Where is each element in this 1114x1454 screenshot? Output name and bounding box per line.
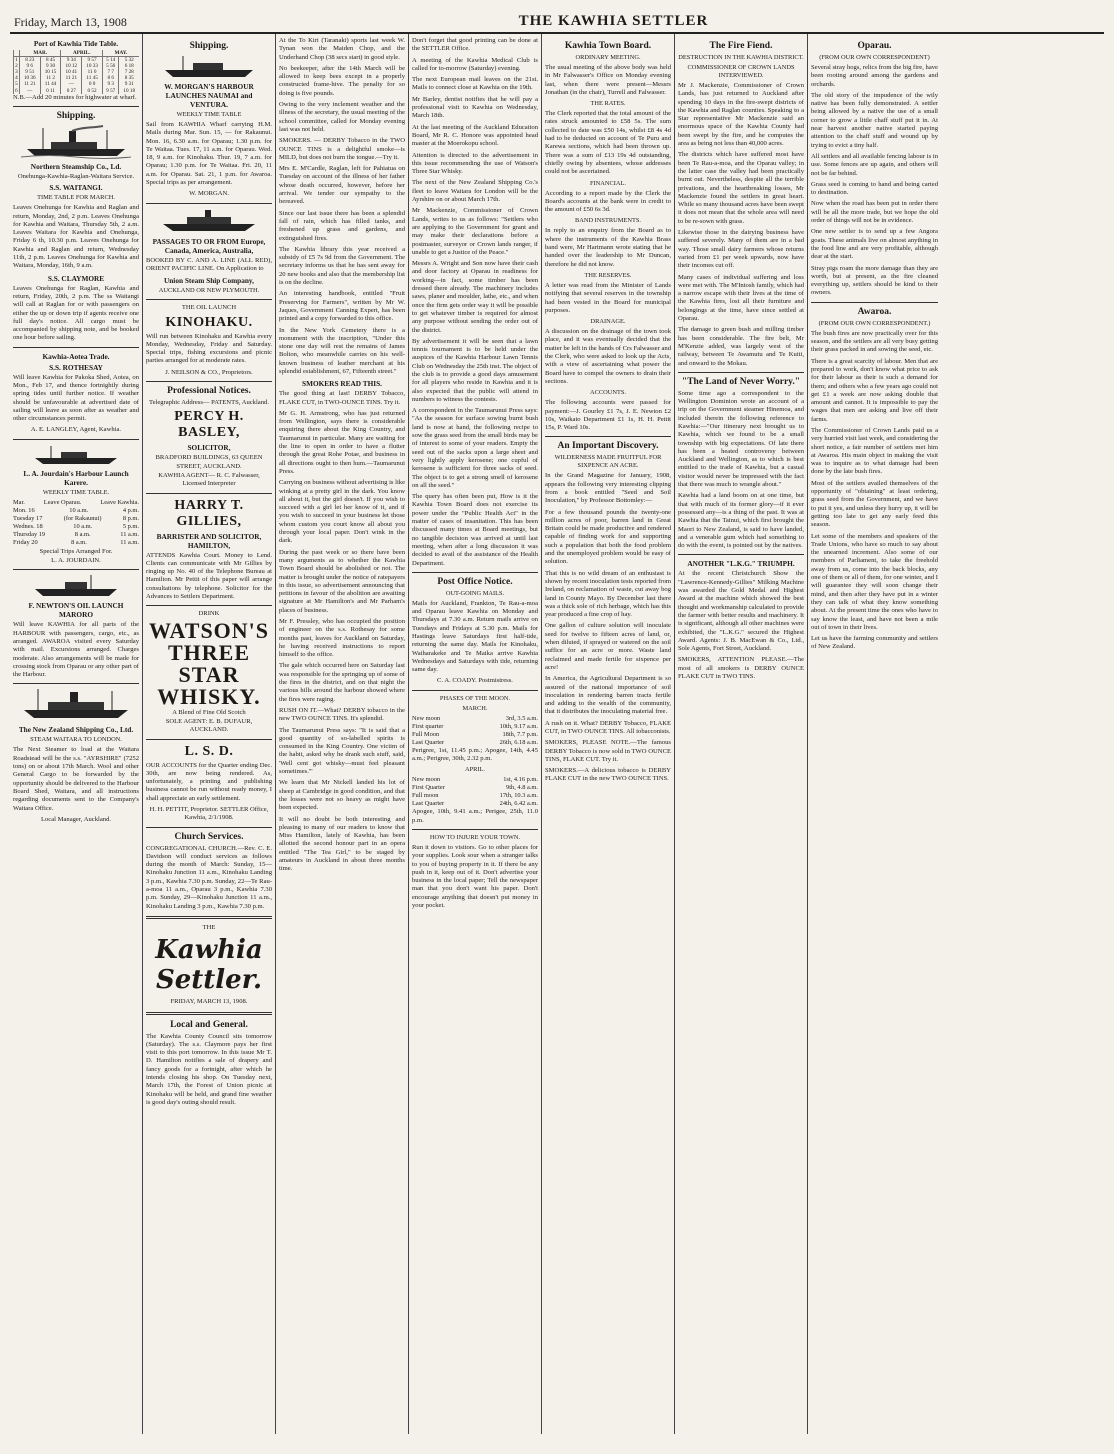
jourdain-sign: L. A. JOURDAIN. — [51, 557, 101, 565]
fire-subtitle: DESTRUCTION IN THE KAWHIA DISTRICT. — [678, 54, 804, 61]
tide-cell: 4 — [15, 75, 18, 82]
tide-cell: 8 6 — [102, 75, 119, 81]
issue-date: Friday, March 13, 1908 — [14, 15, 127, 29]
kinohaku-title: KINOHAKU. — [165, 314, 253, 330]
column-2 — [143, 34, 276, 1434]
moon-april-label: APRIL. — [464, 766, 486, 774]
professional-heading: Professional Notices. — [167, 386, 251, 397]
jourdain-note: Special Trips Arranged For. — [39, 547, 113, 555]
waitangi-subtitle: TIME TABLE FOR MARCH. — [37, 194, 115, 202]
nzs-text: The Next Steamer to load at the Waitara Roadstead will be the s.s. "AYRSHIRE" (7252 tons) on or about 17th March. Wool and other General Cargo to be forwarded by the opportunity should be delivered to the Harbour Board Shed, Waitara, and all instructions regarding documents sent to the Company's Waitara Office. — [13, 746, 139, 812]
union-steam-subtitle: AUCKLAND OR NEW PLYMOUTH. — [158, 287, 260, 295]
tide-cell: 6 18 — [119, 63, 139, 69]
column-1 — [10, 34, 143, 1434]
whisky-subtitle: A Blend of Fine Old Scotch — [172, 708, 246, 716]
paragraph: Likewise those in the dairying business have suffered severely. Many of them are in a bad way. Those small dairy farmers whose returns varied from £1 per week upwards, now have their incomes cut off. — [678, 229, 804, 270]
paper-logo: Kawhia Settler. — [155, 935, 263, 996]
paragraph: Carrying on business without advertising is like winking at a pretty girl in the dark. You know all about it, but the girl doesn't. If you wish to succeed with a girl let her know of it, and if you wish to succeed in your business let those whom custom you court know all about you through your local paper. Don't wink in the dark. — [279, 479, 406, 545]
paragraph: During the past week or so there have been many arguments as to whether the Kawhia Town Board should be abolished or not. The matter is brought under the notice of ratepayers in this issue, so advertisement announcing that petitions in favour of the abolition are awaiting signature at Mr Hamilton's and Mr Parham's places of business. — [279, 548, 405, 614]
newspaper-page — [10, 8, 1104, 1438]
jourdain-row-cell: Leave Kawhia. — [100, 498, 139, 506]
subheading: THE RATES. — [590, 100, 626, 108]
paragraph: In the Grand Magazine for January, 1908, appears the following very interesting clipping from a book entitled "Seed and Soil Inoculation," by Professor Bottomley:— — [545, 472, 671, 505]
paragraph: We learn that Mr Nickell landed his lot of sheep at Cambridge in good condition, and that the losses were not so heavy as might have been expected. — [279, 779, 405, 812]
shipping-heading: Shipping. — [56, 110, 96, 121]
gillies-text: ATTENDS Kawhia Court. Money to Lend. Clients can communicate with Mr Gillies by ringing up No. 40 of the Telephone Bureau at Hamilton. Mr Pettit of this paper will arrange consultations by telephone. Solicitor for the Advances to Settlers Department. — [146, 551, 272, 601]
local-general-text: The Kawhia County Council sits tomorrow (Saturday). The s.s. Claymore pays her first visit to this port tomorrow. In this issue Mr T. D. Hamilton notifies a sale of drapery and fancy goods for a fortnight, after which he intends closing his shop. On Tuesday next, March 17th, the Forest of Union picnic at Kinohaku will be held, and grand fine weather is good day's outing should result. — [146, 1032, 272, 1106]
paragraph: At the last meeting of the Auckland Education Board, Mr R. C. Honore was appointed head master at the Moerokopu school. — [412, 123, 538, 148]
paragraph: The usual meeting of the above body was held in Mr Falwasser's Office on Monday evening last, when there were present—Messrs Jonathan (in the chair), Turrell and Falwasser. — [545, 64, 671, 96]
column-3 — [276, 34, 409, 1434]
paragraph: The Commissioner of Crown Lands paid us a very hurried visit last week, and considering the short notice, a fair number of settlers met him at Awaroa. His main object in making the visit was to inquire as to what damage had been done by the late bush fires. — [811, 426, 938, 476]
jourdain-row-cell: 8 a.m. — [71, 538, 87, 546]
tide-cell: — — [61, 81, 82, 87]
derby-ad: SMOKERS, ATTENTION PLEASE.—The most of all smokers is DERBY OUNCE FLAKE CUT in TWO TINS. — [678, 656, 804, 680]
paragraph: The Taumarunui Press says: "It is said that a good quantity of so-labelled spirits is consumed in the King Country. One victim of the habit, asked why he drank such stuff, said, 'Well cent got whisky—must feel pleasant sometimes.'" — [279, 726, 405, 776]
whisky-agent: SOLE AGENT: E. B. DUFAUR, AUCKLAND. — [165, 717, 253, 734]
jourdain-row-cell: Friday 20 — [13, 538, 38, 546]
tide-cell: 10 18 — [119, 88, 139, 94]
jourdain-row-cell: Thursday 19 — [13, 530, 46, 538]
tide-cell: 0 52 — [82, 88, 103, 94]
tide-cell: 11 2 — [40, 75, 61, 81]
nsc-title: Northern Steamship Co., Ld. — [30, 161, 122, 171]
never-worry-heading: "The Land of Never Worry." — [681, 376, 801, 387]
derby-ad: RUSH ON IT.—What? DERBY tobacco in the new TWO OUNCE TINS. It's splendid. — [279, 706, 405, 723]
town-board-heading: Kawhia Town Board. — [564, 41, 652, 51]
jourdain-row-cell: 4 p.m. — [122, 506, 139, 514]
fire-subtitle-2: COMMISSIONER OF CROWN LANDS INTERVIEWED. — [687, 64, 795, 79]
tide-cell: 7 28 — [119, 69, 139, 75]
nzs-sign: Local Manager, Auckland. — [40, 815, 112, 823]
paragraph: Attention is directed to the advertisement in this issue recommending the use of Watson's Three Star Whisky. — [412, 151, 538, 176]
awaroa-heading: Awaroa. — [857, 306, 892, 317]
whisky-brand-line3: WHISKY. — [157, 683, 261, 709]
paragraph: Let some of the members and speakers of the Trade Unions, who have so much to say about the unearned increment. Also some of our members of Parliament, to take the freehold away from us, come into the back blocks, any one of them or all of them, for one winter, and I will guarantee they will soon change their mind, and then after they have put in a winter they can talk of what they know something about. At the present time the ones who have to say know the least, and have not been a mile out of town in their lives. — [811, 532, 938, 631]
kawhia-aotea-title: Kawhia-Aotea Trade. — [42, 351, 110, 361]
paragraph: Stray pigs roam the more damage than they are worth, but at present, as the fire cleaned everything up, settlers should be kind to their owners. — [811, 264, 938, 297]
gillies-title: BARRISTER AND SOLICITOR, HAMILTON, — [156, 531, 262, 550]
moon-row — [412, 792, 538, 800]
paragraph: Don't forget that good printing can be done at the SETTLER Office. — [412, 37, 538, 53]
tide-month-header: APRIL. — [61, 50, 103, 57]
moon-row — [412, 731, 538, 739]
moon-row-cell: New moon — [412, 714, 441, 722]
post-office-heading: Post Office Notice. — [437, 576, 513, 587]
jourdain-row-cell: Leave Oparau. — [43, 498, 82, 506]
jourdain-row-cell: (for Rakaunui) — [63, 514, 102, 522]
tide-cell: 9 57 — [82, 57, 103, 64]
paragraph: The Clerk reported that the total amount of the rates struck amounted to £58 5s. The sum collected to date was £50 14s, whilst £8 4s 4d had to be deducted on account of Te Puru and Karewa sections, which had been thrown up. There was a sum of £13 19s 4d outstanding, chiefly owing by absentees, whose addresses could not be ascertained. — [545, 110, 671, 176]
rothesay-text: Will leave Kawhia for Pakoka Shed, Aotea, on Mon., Feb 17, and thence fortnightly during spring tides until further notice. If weather should be unfavourable at advertised date of sailing will leave as soon after as weather and other circumstances permit. — [13, 373, 139, 423]
paragraph: Mr Mackenzie, Commissioner of Crown Lands, writes to us as follows: "Settlers who are applying to the Government for grant and may make their declarations before a postmaster, surveyor or Crown lands ranger, if unable to get a Justice of the Peace." — [412, 207, 538, 256]
moon-row — [412, 715, 538, 723]
injure-heading: HOW TO INJURE YOUR TOWN. — [429, 833, 521, 841]
tide-cell: — — [19, 88, 40, 94]
derby-ad: SMOKERS, PLEASE NOTE.—The famous DERBY Tobacco is now sold in TWO OUNCE TINS, FLAKE CUT. Try it. — [545, 739, 671, 763]
tide-cell: 9 3 — [102, 81, 119, 87]
paragraph: The query has often been put, How is it the Kawhia Town Board does not exercise its power under the "Public Health Act" in the matter of cases of insanitation. This has been discussed many times at Board meetings, but no tangible decision was arrived at until last meeting, when after a long discussion it was decided to avail of the assistance of the Health Department. — [412, 493, 538, 567]
tide-cell: 10 33 — [82, 63, 103, 69]
jourdain-row — [13, 507, 139, 515]
tide-cell: 5 — [15, 81, 18, 88]
tide-cell: 0 11 — [40, 88, 61, 94]
tide-cell: 10 41 — [61, 69, 82, 75]
paragraph: The following accounts were passed for payment:—J. Gourley £1 7s, J. E. Newton £2 10s, Waikato Department £1 1s, H. H. Pettit 15s, P. Ward 10s. — [545, 399, 671, 432]
passages-text: BOOKED BY C. AND A. LINE (ALL RED), ORIENT PACIFIC LINE. On Application to — [146, 256, 272, 272]
moon-row — [412, 739, 538, 747]
masthead — [10, 8, 1104, 34]
nzs-subtitle: STEAM WAITARA TO LONDON. — [30, 736, 122, 744]
basley-name: PERCY H. BASLEY, — [174, 409, 244, 441]
steamship-icon — [159, 208, 259, 234]
paragraph: At the To Kiri (Taranaki) sports last week W. Tynan won the Maiden Chop, and the Underhand Chop (38 secs start) in good style. — [279, 37, 405, 61]
correspondent-label: (FROM OUR OWN CORRESPONDENT) — [819, 54, 930, 61]
jourdain-row-cell: Mar. — [13, 498, 25, 506]
tide-cell: 0 27 — [61, 88, 82, 94]
tide-cell: 5 56 — [102, 63, 119, 69]
tide-cell: 6 — [15, 87, 18, 94]
paper-title: THE KAWHIA SETTLER — [518, 13, 709, 29]
waitangi-timetable: Leaves Onehunga for Kawhia and Raglan and return, Monday, 2nd, 2 p.m. Leaves Onehunga for Kawhia and Waitara, Thursday 5th, 2 a.m. Leaves Waitara for Kawhia and Onehunga, Friday 6 th, 10.30 p.m. Leaves Onehunga for Kawhia and Raglan and return, Wednesday 11th, 2 p.m. Leaves Onehunga for Kawhia and Waitara, Monday, 16th, 9 a.m. — [13, 204, 139, 270]
moon-row-cell: 10th, 9.17 a.m. — [499, 722, 538, 730]
jourdain-row-cell: 10 a.m. — [73, 522, 93, 530]
jourdain-row-cell: 11 a.m. — [120, 530, 139, 538]
jourdain-row-cell: 8 a.m. — [74, 530, 91, 538]
lsd-text: OUR ACCOUNTS for the Quarter ending Dec. 30th, are now being rendered. As, unfortunately, a printing and publishing business cannot be run without ready money, I shall appreciate an early settlement. — [146, 761, 272, 802]
paragraph: The gale which occurred here on Saturday last was responsible for the springing up of some of the fires in the district, and on that night the various hills around the harbour showed where the fires were raging. — [279, 662, 405, 703]
morgan-title: W. MORGAN'S HARBOUR LAUNCHES NAUMAI and VENTURA. — [164, 82, 254, 109]
telegraphic-address: Telegraphic Address— PATENTS, Auckland. — [149, 399, 269, 407]
subheading: THE RESERVES. — [584, 271, 632, 279]
kinohaku-text: Will run between Kinohaku and Kawhia every Monday, Wednesday, Friday and Saturday. Special trips, fishing excursions and picnic parties arranged for at moderate rates. — [146, 332, 272, 365]
lsd-sign: H. H. PETTIT, Proprietor. SETTLER Office, Kawhia, 2/1/1908. — [149, 805, 269, 822]
paragraph: Most of the settlers availed themselves of the opportunity of "obtaining" at least ordering, grass seed from the Government, and we have to put it yes, and unless they hurry up, it will be getting too late to get any early feed this season. — [811, 479, 938, 529]
tide-cell: 7 7 — [102, 69, 119, 75]
tide-cell: 5 32 — [119, 57, 139, 64]
jourdain-row-cell: 10 a.m. — [69, 506, 89, 514]
column-7 — [808, 34, 941, 1434]
moon-row-cell: New moon — [412, 776, 441, 784]
moon-row-cell: First quarter — [412, 722, 444, 730]
moon-row-cell: 3rd, 3.5 a.m. — [505, 714, 538, 722]
tide-cell: 11 21 — [19, 81, 40, 87]
launch-icon — [31, 444, 121, 466]
moon-april-note: Apogee, 10th, 9.41 a.m.; Perigee, 25th, 11.0 p.m. — [412, 808, 538, 824]
post-office-subtitle: OUT-GOING MAILS. — [445, 589, 505, 597]
moon-march-label: MARCH. — [462, 704, 488, 712]
moon-row-cell: 24th, 6.42 a.m. — [499, 800, 538, 808]
paragraph: The Kawhia library this year received a subsidy of £5 7s 9d from the Government. The secretary informs us that he has sent away for 20 new books and also that the membership list is on the decline. — [279, 245, 405, 287]
paragraph: Messrs A. Wright and Son now have their cash and door factory at Oparau in readiness for working—in fact, some timber has been dressed there already. The machinery includes saws, planer and moulder, lathe, etc., and when once the firm gets order way it will be possible to get whatever timber is required for almost any purpose without sending the order out of the district. — [412, 260, 538, 334]
paragraph: The next European mail leaves on the 21st. Mails to connect close at Kawhia on the 19th. — [412, 76, 538, 92]
paragraph: Some time ago a correspondent to the Wellington Dominion wrote an account of a trip on the Government steamer Hinemoa, and included therein the following reference to Kawhia:—"Our itinerary next brought us to Kawhia, which we found to be a small township with big expectations. Of late there has been a heated controversy between Auckland and Wellington, as to which is best entitled to the trade of Kawhia, but a casual visitor would never be impressed with the fact that there was much to wrangle about." — [678, 389, 804, 489]
paragraph: No beekeeper, after the 14th March will be allowed to keep bees except in a properly constructed frame-hive. The penalty for so doing is five pounds. — [279, 64, 405, 97]
paragraph: The old story of the impudence of the wily native has been fully demonstrated. A settler being allowed by a native the use of a small corner to grow a little chaff stuff put it in. At near harvest another native started paying attention to the chaff stuff and wound up by trying to evict a tiny half. — [811, 91, 938, 149]
jourdain-subtitle: WEEKLY TIME TABLE. — [42, 488, 110, 496]
tide-cell: 10 36 — [19, 75, 40, 81]
drink-label: DRINK — [198, 610, 220, 618]
moon-april-list — [412, 776, 538, 808]
kinohaku-sign: J. NEILSON & CO., Proprietors. — [165, 368, 253, 376]
church-heading: Church Services. — [174, 831, 244, 842]
paragraph: The damage to green bush and milling timber has been considerable. The fire belt, Mr M'Kenzie added, was largely west of the railway, between Te Awamutu and Te Kuiti, and onward to the Mokau. — [678, 326, 804, 367]
morgan-sign: W. MORGAN. — [189, 190, 229, 198]
paragraph: The bush fires are now practically over for this season, and the settlers are all very busy getting their grass packed in and sowing the seed, etc. — [811, 329, 938, 354]
basley-title: SOLICITOR, — [187, 443, 231, 453]
column-6 — [675, 34, 808, 1434]
passages-title: PASSAGES TO OR FROM Europe, Canada, America, Australia, — [152, 236, 266, 255]
paragraph: A discussion on the drainage of the town took place, and it was eventually decided that the matter be left in the hands of Crs Falwasser and the Clerk, who were asked to look up the Acts, with a view of ascertaining what power the Board have to compel the owners to drain their sections. — [545, 328, 671, 385]
union-steam-title: Union Steam Ship Company, — [163, 276, 255, 286]
tide-cell: 9 57 — [102, 88, 119, 94]
tide-month-header: MAR. — [19, 50, 61, 57]
paragraph: Now when the road has been put in order there will be all the more trade, but we hope the old order of things will not be in evidence. — [811, 200, 938, 225]
steamship-icon — [20, 688, 132, 722]
jourdain-row-cell: 11 a.m. — [120, 538, 139, 546]
derby-ad: A rush on it. What? DERBY Tobacco, FLAKE CUT, in TWO OUNCE TINS. All tobacconists. — [545, 719, 671, 735]
moon-row-cell: Full moon — [412, 792, 439, 800]
moon-row-cell: Full Moon — [412, 730, 440, 738]
tide-cell: 8 45 — [40, 57, 61, 64]
waitangi-title: S.S. WAITANGI. — [49, 183, 103, 193]
paragraph: An interesting handbook, entitled "Fruit Preserving for Farmers", written by Mr W. Jaques, Government Canning Expert, has been printed and a copy forwarded to this office. — [279, 290, 405, 323]
nsc-route: Onehunga-Kawhia-Raglan-Waitara Service. — [17, 172, 135, 180]
lsd-title: L. S. D. — [184, 743, 234, 759]
moon-march-list — [412, 715, 538, 747]
tide-cell: 8 35 — [119, 75, 139, 81]
paragraph: There is a great scarcity of labour. Men that are prepared to work, don't know what price to ask for their labour as their is such a demand for them; and others who a few years ago could not get £1 a week are now asking double that amount and cannot. It is impossible to pay the wages that men are asking and live off their farms. — [811, 357, 938, 423]
paragraph: In America, the Agricultural Department is so assured of the national importance of soil inoculation in rendering barren tracts fertile and adding to the wealth of the community, that it distributes the inoculating material free. — [545, 675, 671, 716]
paragraph: A meeting of the Kawhia Medical Club is called for to-morrow (Saturday) evening. — [412, 56, 538, 72]
steamship-icon — [21, 125, 131, 159]
claymore-title: S.S. CLAYMORE — [47, 273, 105, 283]
town-board-subtitle: ORDINARY MEETING. — [575, 54, 641, 61]
paragraph: Grass seed is coming to hand and being carted to destination. — [811, 180, 938, 197]
paragraph: Many cases of individual suffering and loss were met with. The M'Intosh family, which had a narrow escape with their lives at the time of the Kawhia fires, lost all their furniture and belongings at the time, have since settled at Oparau. — [678, 273, 804, 323]
jourdain-row — [13, 523, 139, 531]
columns — [10, 34, 1104, 1434]
paragraph: One gallon of culture solution will inoculate seed for twelve to fifteen acres of land, or, when diluted, if sprayed or watered on the soil suffice for an acre or more. Waste land reclaimed and made fertile for sixpence per acre! — [545, 622, 671, 671]
paragraph: One new settler is to send up a few Angora goats. These animals live on almost anything in the food line and are very profitable, although dear at the start. — [811, 228, 938, 261]
moon-phases-heading: PHASES OF THE MOON. — [439, 694, 511, 702]
launch-icon — [161, 55, 257, 79]
column-5 — [542, 34, 675, 1434]
jourdain-row-cell: Mon. 16 — [13, 506, 35, 514]
newton-title: F. NEWTON'S OIL LAUNCH MARORO — [28, 601, 124, 620]
tide-cell: 11 21 — [61, 75, 82, 81]
paragraph: Mr G. H. Armstrong, who has just returned from Wellington, says there is considerable enquiring there about the King Country, and Taumarunui in particular. Many are waiting for the line to open in order to have a flutter through the great Rohe Potae, and business in all directions ought to then hum.—Taumarunui Press. — [279, 409, 405, 475]
subheading: BAND INSTRUMENTS. — [574, 217, 642, 225]
jourdain-row-cell: 5 p.m. — [122, 522, 139, 530]
jourdain-row — [13, 515, 139, 523]
moon-row — [412, 776, 538, 784]
paragraph: Mr Barley, dentist notifies that he will pay a professional visit to Kawhia on Wednesday, March 18th. — [412, 95, 538, 120]
tide-month-header: MAY. — [102, 50, 139, 57]
paragraph: Kawhia had a land boom on at one time, but that with much of its former glory—if it ever possessed any—is a thing of the past. It was at Kawhia that the Tainui, which first brought the Maori to New Zealand, is said to have landed, and a venerable gum which had something to do with the event, is pointed out by the natives. — [678, 492, 804, 550]
paragraph: In reply to an enquiry from the Board as to where the instruments of the Kawhia Brass band were, Mr Hartmann wrote stating that he handed over the leadership to Mr Duncan, therefore he did not know. — [545, 227, 671, 268]
tide-cell: 9 31 — [119, 81, 139, 87]
local-general-heading: Local and General. — [170, 1019, 248, 1030]
moon-row-cell: 26th, 6.18 a.m. — [499, 738, 538, 746]
rothesay-title: S.S. ROTHESAY — [49, 362, 103, 372]
tide-cell: 11 44 — [40, 81, 61, 87]
moon-march-note: Perigree, 1st, 11.45 p.m.; Apogee, 14th, 4.45 a.m.; Perigree, 30th, 2.32 p.m. — [412, 746, 538, 763]
fire-heading: The Fire Fiend. — [709, 41, 773, 51]
tide-row — [14, 57, 140, 64]
derby-ad: SMOKERS. — DERBY Tobacco in the TWO OUNCE TINS is a delightful smoke—is MILD, but does not burn the tongue.—Try it. — [279, 137, 405, 161]
paragraph: By advertisement it will be seen that a lawn tennis tournament is to be held under the auspices of the Kawhia Harbour Lawn Tennis Club on Wednesday the 25th inst. The object of the club is to provide a good days amusement for all players who reside in Kawhia and it is also expected that the public will attend in numbers to witness the contests. — [412, 337, 538, 403]
paragraph: It will no doubt be both interesting and pleasing to many of our readers to know that Miss Hamilton, lately of Kawhia, has been allotted the second honour part in an opera entitled "The Tea Girl," to be staged by amateurs in Auckland in about three months time. — [279, 815, 405, 873]
logo-date: FRIDAY, MARCH 13, 1908. — [170, 998, 248, 1006]
newton-text: Will leave KAWHIA for all parts of the HARBOUR with passengers, cargo, etc., as arranged. AWAROA visited every Saturday with mail. Excursions arranged. Charges moderate. Also arrangements will be made for crossing stock from Oparau or any other part of the Harbour. — [13, 621, 139, 679]
moon-row-cell: Last Quarter — [412, 738, 445, 746]
paragraph: Mrs E. M'Cardle, Raglan, left for Pahiatua on Tuesday on account of the illness of her father whose death occurred, however, before her arrival. We tender our sympathy to the bereaved. — [279, 165, 405, 206]
paragraph: For a few thousand pounds the twenty-one million acres of poor, barren land in Great Britain could be made productive and rendered capable of finding work for and supporting such a population that both the food problem and the unemployed problem would be easy of solution. — [545, 508, 671, 566]
tide-cell: 9 30 — [40, 63, 61, 69]
gillies-name: HARRY T. GILLIES, — [174, 497, 244, 529]
derby-ad: The good thing at last! DERBY Tobacco, FLAKE CUT, in TWO-OUNCE TINS. Try it. — [279, 390, 405, 406]
oil-launch-label: THE OIL LAUNCH — [181, 304, 237, 312]
tide-cell: 9 51 — [19, 69, 40, 75]
paragraph: Mr F. Pressley, who has occupied the position of engineer on the s.s. Rothesay for some months past, leaves for Auckland on Saturday, he having received instructions to report himself to the office. — [279, 618, 405, 659]
jourdain-row-cell: Wednes. 18 — [13, 522, 43, 530]
moon-row-cell: 17th, 10.3 a.m. — [499, 792, 538, 800]
paragraph: At the recent Christchurch Show the "Lawrence-Kennedy-Gillies" Milking Machine was awarded the Gold Medal and Highest Award at the machine which showed the best thought and workmanship calculated to provide the farmer with better results and machinery. It is significant, although all other machines were exhibited, the "L.K.G." secured the Highest Award. Agents: J. B. MacEwan & Co., Ltd., Sole Agents, Fort Street, Auckland. — [678, 570, 804, 653]
nzs-title: The New Zealand Shipping Co., Ltd. — [18, 725, 134, 735]
jourdain-title: L. A. Jourdain's Harbour Launch Karere. — [23, 468, 129, 487]
whisky-brand: WATSON'S — [148, 617, 270, 643]
paragraph: Owing to the very inclement weather and the illness of the secretary, the usual meeting of the school committee, called for Monday evening last was not held. — [279, 101, 405, 133]
tide-cell: 1 — [15, 57, 18, 64]
tide-cell: 2 — [15, 63, 18, 70]
claymore-text: Leaves Onehunga for Raglan, Kawhia and return, Friday, 20th, 2 p.m. The ss Waitangi will call at Raglan for or with passengers on either the up or down trip if agents receive one full day's notice. All cargo must be accompanied by shipping note, and be booked one hour before sailing. — [13, 284, 139, 342]
basley-agent: KAWHIA AGENT— R. C. Falwasser, Licensed Interpreter — [158, 471, 260, 488]
tide-table-title: Port of Kawhia Tide Table. — [33, 39, 119, 48]
subheading: ACCOUNTS. — [589, 389, 627, 397]
correspondent-label: (FROM OUR OWN CORRESPONDENT.) — [818, 319, 931, 327]
tide-table — [13, 50, 139, 94]
lkg-heading: ANOTHER "L.K.G." TRIUMPH. — [687, 559, 795, 569]
basley-address: BRADFORD BUILDINGS, 63 QUEEN STREET, AUCKLAND. — [155, 454, 263, 470]
launch-icon — [31, 574, 121, 598]
tide-cell: 10 15 — [40, 69, 61, 75]
discovery-subtitle: WILDERNESS MADE FRUITFUL FOR SIXPENCE AN ACRE. — [554, 454, 662, 470]
morgan-text: Sail from KAWHIA Wharf carrying H.M. Mails during Mar. Sun. 15, — for Rakaunui. Mon. 16, 6.30 a.m. for Oparau; 1.30 p.m. for Te Waitaa. Tues. 17, 11 a.m. for Oparau. Wed. 18, 9 a.m. for Kinohaku. Thur. 19, 7 a.m. for Oparau; 1.30 p.m. for Te Waitaa. Fri. 20, 11 a.m. for Oparau. Sat. 21, 1 p.m. for Awaroa. Special trips as per arrangement. — [146, 121, 272, 187]
tide-cell: 3 — [15, 69, 18, 76]
rothesay-agent: A. E. LANGLEY, Agent, Kawhia. — [30, 426, 122, 434]
paragraph: A correspondent in the Taumarunui Press says: "As the season for surface sowing burnt bush land is now at hand, the following recipe to sow the grass seed from the small birds may be of interest to some of your readers. Empty the seed out of the sacks upon a large sheet and very lightly apply kerosene; one cupful of kerosene is sufficient for three sacks of seed. The object is to get a strong smell of kerosene on all the seed." — [412, 407, 538, 489]
paragraph: A letter was read from the Minister of Lands notifying that several reserves in the township had been vested in the Board for municipal purposes. — [545, 281, 671, 314]
subheading: FINANCIAL. — [589, 179, 627, 187]
paragraph: That this is no wild dream of an enthusiast is shown by recent inoculation tests reported from Ireland, on reclamation of waste, cut away bog land in County Mayo. By December last there was a thick sole of rich herbage, which has this year produced a fine crop of hay. — [545, 569, 671, 619]
tide-cell: 11 45 — [82, 75, 103, 81]
paragraph: Since our last issue there has been a splendid fall of rain, which has filled tanks, and freshened up grass and gardens, and extinguished fires. — [279, 209, 405, 242]
jourdain-row — [13, 539, 139, 547]
moon-row-cell: 9th, 4.8 a.m. — [506, 784, 538, 792]
subheading: DRAINAGE. — [590, 318, 626, 326]
jourdain-row-cell: Tuesday 17 — [13, 514, 43, 522]
church-text: CONGREGATIONAL CHURCH.—Rev. C. E. Davidson will conduct services as follows during the month of March: Sunday, 15—Kinohaku Junction 11 a.m., Kinohaku Landing 3 p.m., Kawhia 7.30 p.m. Sunday, 22—Te Rau-a-moa 11 a.m., Oparau 3 p.m., Kawhia 7.30 p.m. Sunday, 29—Kinohaku Junction 11 a.m., Kinohaku Landing 3 p.m., Kawhia 7.30 p.m. — [146, 844, 272, 910]
paragraph: Let us have the farming community and settlers of New Zealand. — [811, 635, 938, 651]
moon-row-cell: 18th, 7.7 p.m. — [502, 730, 538, 738]
paragraph: Several stray hogs, relics from the big fire, have been rooting around among the gardens and orchards. — [811, 64, 938, 88]
paragraph: The districts which have suffered most have been Te Rau-a-moa, and the Oparau valley; in the latter case the valley had been practically burnt out. Nevertheless, despite all the terrible privations, and the heartbreaking losses, Mr Mackenzie found the settlers in great heart. While so many thousand acres have been swept it does not mean that the whole area will need to be re-sown with grass. — [678, 151, 804, 225]
jourdain-timetable — [13, 499, 139, 547]
paragraph: In the New York Cemetery there is a monument with the inscription, "Under this stone one day will rest the remains of James Bolton, who meanwhile carries on his well-known business of leather merchant at his splendid establishment, 67, Fifteenth street." — [279, 326, 405, 375]
paragraph: The next of the New Zealand Shipping Co.'s fleet to leave Waitara for London will be the Ayrshire on or about March 17th. — [412, 179, 538, 204]
moon-row-cell: Last Quarter — [412, 800, 445, 808]
moon-row-cell: 1st, 4.16 p.m. — [503, 776, 538, 784]
tide-cell: 9 34 — [61, 57, 82, 64]
masthead-the: THE — [202, 923, 216, 931]
moon-row — [412, 800, 538, 808]
smokers-heading: SMOKERS READ THIS. — [302, 379, 382, 389]
post-office-sign: C. A. COADY. Postmistress. — [437, 677, 513, 685]
shipping-heading: Shipping. — [189, 41, 229, 51]
tide-cell: 0 0 — [82, 81, 103, 87]
whisky-brand-line2: THREE STAR — [167, 639, 251, 687]
derby-ad: SMOKERS.—A delicious tobacco is DERBY FLAKE CUT in the new TWO OUNCE TINS. — [545, 767, 671, 783]
tide-note: N.B.—Add 20 minutes for highwater at wharf. — [13, 93, 137, 101]
tide-cell: 11 0 — [82, 69, 103, 75]
paragraph: Mr J. Mackenzie, Commissioner of Crown Lands, has just returned to Auckland after spending 10 days in the fire-swept districts of the Kawhia and Raglan counties. Speaking to a Star representative Mr Mackenzie said an enormous space of the Kawhia County had been swept by the fire, and he computes the area as being not less than 40,000 acres. — [678, 82, 804, 148]
moon-row-cell: First Quarter — [412, 784, 445, 792]
tide-cell: 8 23 — [19, 57, 40, 64]
tide-cell: 5 14 — [102, 57, 119, 64]
oparau-heading: Oparau. — [857, 41, 892, 51]
moon-row — [412, 723, 538, 731]
post-office-text: Mails for Auckland, Frankton, Te Rau-a-moa and Oparau leave Kawhia on Monday and Thursdays at 7.30 a.m. Return mails arrive on Tuesdays and Fridays at 5.30 p.m. Mails for Hastings leave Saturdays first half-tide, returning the same day. Mails for Kinohaku, Waiharakeke and Te Maika arrive Kawhia Wednesdays and Saturdays with tide, returning same day. — [412, 599, 538, 674]
moon-row — [412, 784, 538, 792]
injure-text: Run it down to visitors. Go to other places for your supplies. Look sour when a stranger talks to you of buying property in it. If there be any push in it, keep out of it. Don't advertise your business in the local paper; Tell the newspaper man that you don't want his paper. Don't encourage anything that doesn't put money in your pocket. — [412, 843, 538, 910]
column-4 — [409, 34, 542, 1434]
tide-cell: 9 6 — [19, 63, 40, 69]
jourdain-row — [13, 531, 139, 539]
morgan-subtitle: WEEKLY TIME TABLE — [176, 111, 242, 118]
paragraph: According to a report made by the Clerk the Board's accounts at the bank were in credit to the amount of £50 6s 3d. — [545, 189, 671, 214]
tide-cell: 10 12 — [61, 63, 82, 69]
discovery-heading: An Important Discovery. — [557, 441, 659, 452]
paragraph: All settlers and all available fencing labour is in use. Some fences are up again, and others will not be far behind. — [811, 152, 938, 177]
jourdain-row — [13, 499, 139, 507]
jourdain-row-cell: 8 p.m. — [122, 514, 139, 522]
